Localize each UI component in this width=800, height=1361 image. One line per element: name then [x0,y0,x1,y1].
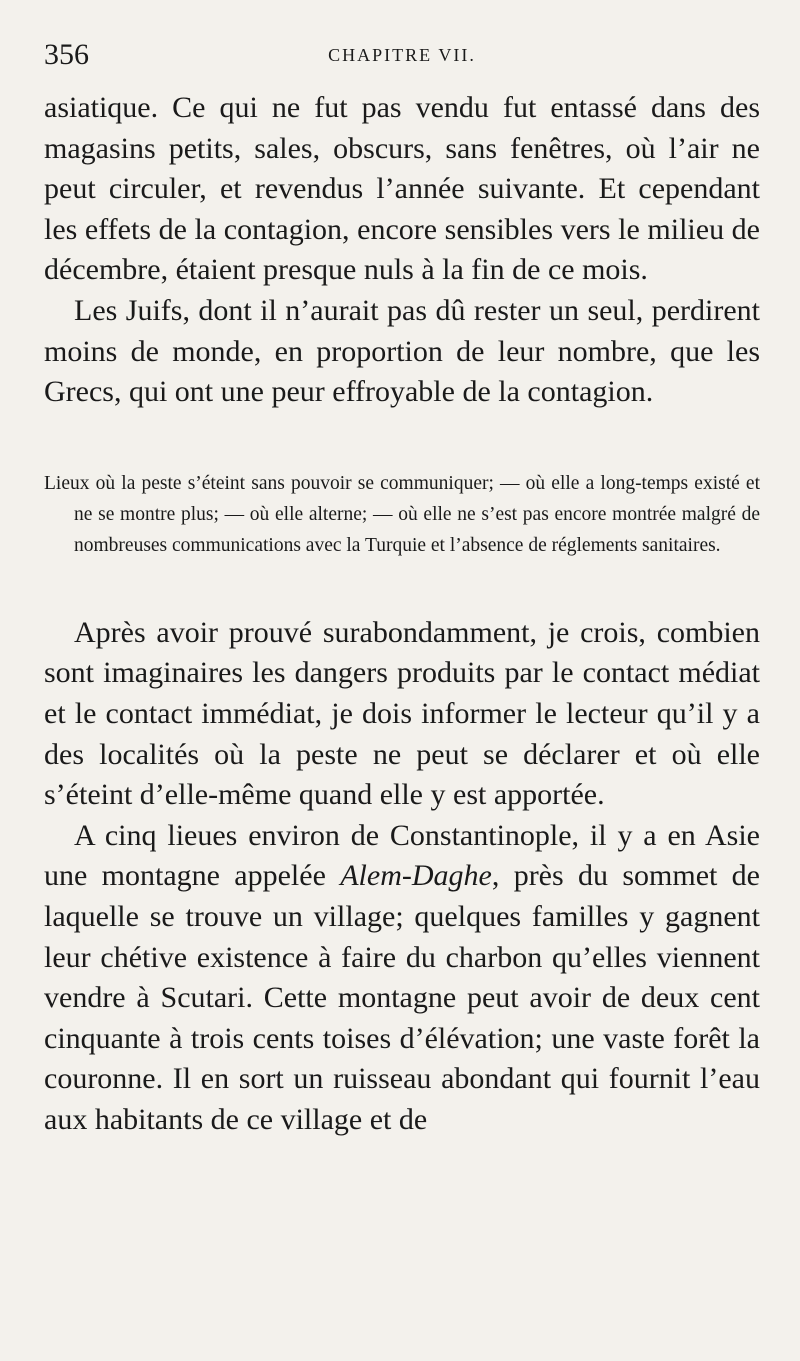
spacer [44,561,760,613]
chapter-title: CHAPITRE VII. [328,45,476,65]
section-summary-note: Lieux où la peste s’éteint sans pouvoir se communiquer; — où elle a long-temps existé et ne se montre plus; — où elle alterne; — où elle ne s’est pas encore montrée malgré de nombreuses communications avec la Turquie et l’absence de réglements sanitaires. [44,472,760,556]
paragraph-3: Après avoir prouvé surabondamment, je crois, combien sont imaginaires les dangers produits par le contact médiat et le contact immédiat, je dois informer le lecteur qu’il y a des localités où la peste ne peut se déclarer et où elle s’éteint d’elle-même quand elle y est apportée. [44,615,760,812]
place-name: Alem-Daghe [340,859,492,893]
paragraph-2: Les Juifs, dont il n’aurait pas dû rester un seul, perdirent moins de monde, en proportion de leur nombre, que les Grecs, qui ont une peur effroyable de la contagion. [44,293,760,409]
page-number: 356 [44,38,89,71]
running-head [44,0,760,88]
spacer [44,413,760,468]
paragraph-4 [44,816,760,1141]
paragraph-4-end: , près du sommet de laquelle se trouve un village; quelques familles y gagnent leur chétive existence à faire du charbon qu’elles viennent vendre à Scutari. Cette montagne peut avoir de deux cent cinquante à trois cents toises d’élévation; une vaste forêt la couronne. Il en sort un ruisseau abondant qui fournit l’eau aux habitants de ce village et de [44,859,760,1136]
paragraph-4-start: A cinq lieues environ de Constantinople, il y a en Asie une montagne appelée [44,818,760,893]
paragraph-1: asiatique. Ce qui ne fut pas vendu fut entassé dans des magasins petits, sales, obscurs, sans fenêtres, où l’air ne peut circuler, et revendus l’année suivante. Et cependant les effets de la contagion, encore sensibles vers le milieu de décembre, étaient presque nuls à la fin de ce mois. [44,91,760,287]
